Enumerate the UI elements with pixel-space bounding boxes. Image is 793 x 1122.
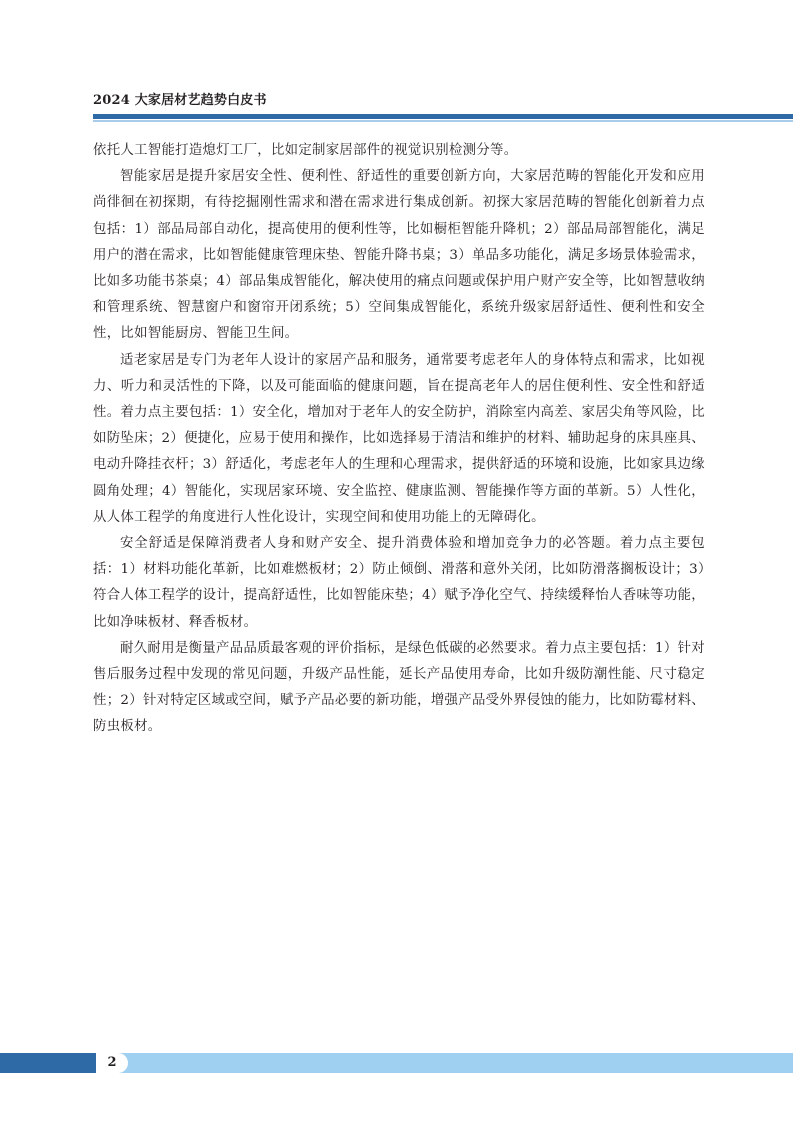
footer-bar-accent: [0, 1053, 100, 1073]
paragraph-elderly-home: 适老家居是专门为老年人设计的家居产品和服务，通常要考虑老年人的身体特点和需求，比如视力、听力和灵活性的下降，以及可能面临的健康问题，旨在提高老年人的居住便利性、安全性和舒适性。着力点主要包括：1）安全化，增加对于老年人的安全防护，消除室内高差、家居尖角等风险，比如防坠床；2）便捷化，应易于使用和操作，比如选择易于清洁和维护的材料、辅助起身的床具座具、电动升降挂衣杆；3）舒适化，考虑老年人的生理和心理需求，提供舒适的环境和设施，比如家具边缘圆角处理；4）智能化，实现居家环境、安全监控、健康监测、智能操作等方面的革新。5）人性化，从人体工程学的角度进行人性化设计，实现空间和使用功能上的无障碍化。: [93, 352, 705, 525]
paragraph-durability: 耐久耐用是衡量产品品质最客观的评价指标，是绿色低碳的必然要求。着力点主要包括：1）针对售后服务过程中发现的常见问题，升级产品性能，延长产品使用寿命，比如升级防潮性能、尺寸稳定性；2）针对特定区域或空间，赋予产品必要的新功能，增强产品受外界侵蚀的能力，比如防霉材料、防虫板材。: [93, 640, 705, 735]
body-text: [93, 138, 705, 741]
header-rule-accent: [93, 120, 793, 122]
paragraph-smart-home: 智能家居是提升家居安全性、便利性、舒适性的重要创新方向，大家居范畴的智能化开发和应用尚徘徊在初探期，有待挖掘刚性需求和潜在需求进行集成创新。初探大家居范畴的智能化创新着力点包括：1）部品局部自动化，提高使用的便利性等，比如橱柜智能升降机；2）部品局部智能化，满足用户的潜在需求，比如智能健康管理床垫、智能升降书桌；3）单品多功能化，满足多场景体验需求，比如多功能书茶桌；4）部品集成智能化，解决使用的痛点问题或保护用户财产安全等，比如智慧收纳和管理系统、智慧窗户和窗帘开闭系统；5）空间集成智能化，系统升级家居舒适性、便利性和安全性，比如智能厨房、智能卫生间。: [93, 169, 705, 342]
header-rule: [93, 114, 793, 119]
footer-bar: [96, 1053, 793, 1073]
running-header-title: 2024 大家居材艺趋势白皮书: [93, 93, 267, 108]
paragraph-safety-comfort: 安全舒适是保障消费者人身和财产安全、提升消费体验和增加竞争力的必答题。着力点主要包括：1）材料功能化革新，比如难燃板材；2）防止倾倒、滑落和意外关闭，比如防滑落搁板设计；3）符合人体工程学的设计，提高舒适性，比如智能床垫；4）赋予净化空气、持续缓释怡人香味等功能，比如净味板材、释香板材。: [93, 536, 705, 630]
page-number: 2: [96, 1053, 128, 1073]
paragraph-continuation: 依托人工智能打造熄灯工厂，比如定制家居部件的视觉识别检测分等。: [93, 143, 518, 158]
